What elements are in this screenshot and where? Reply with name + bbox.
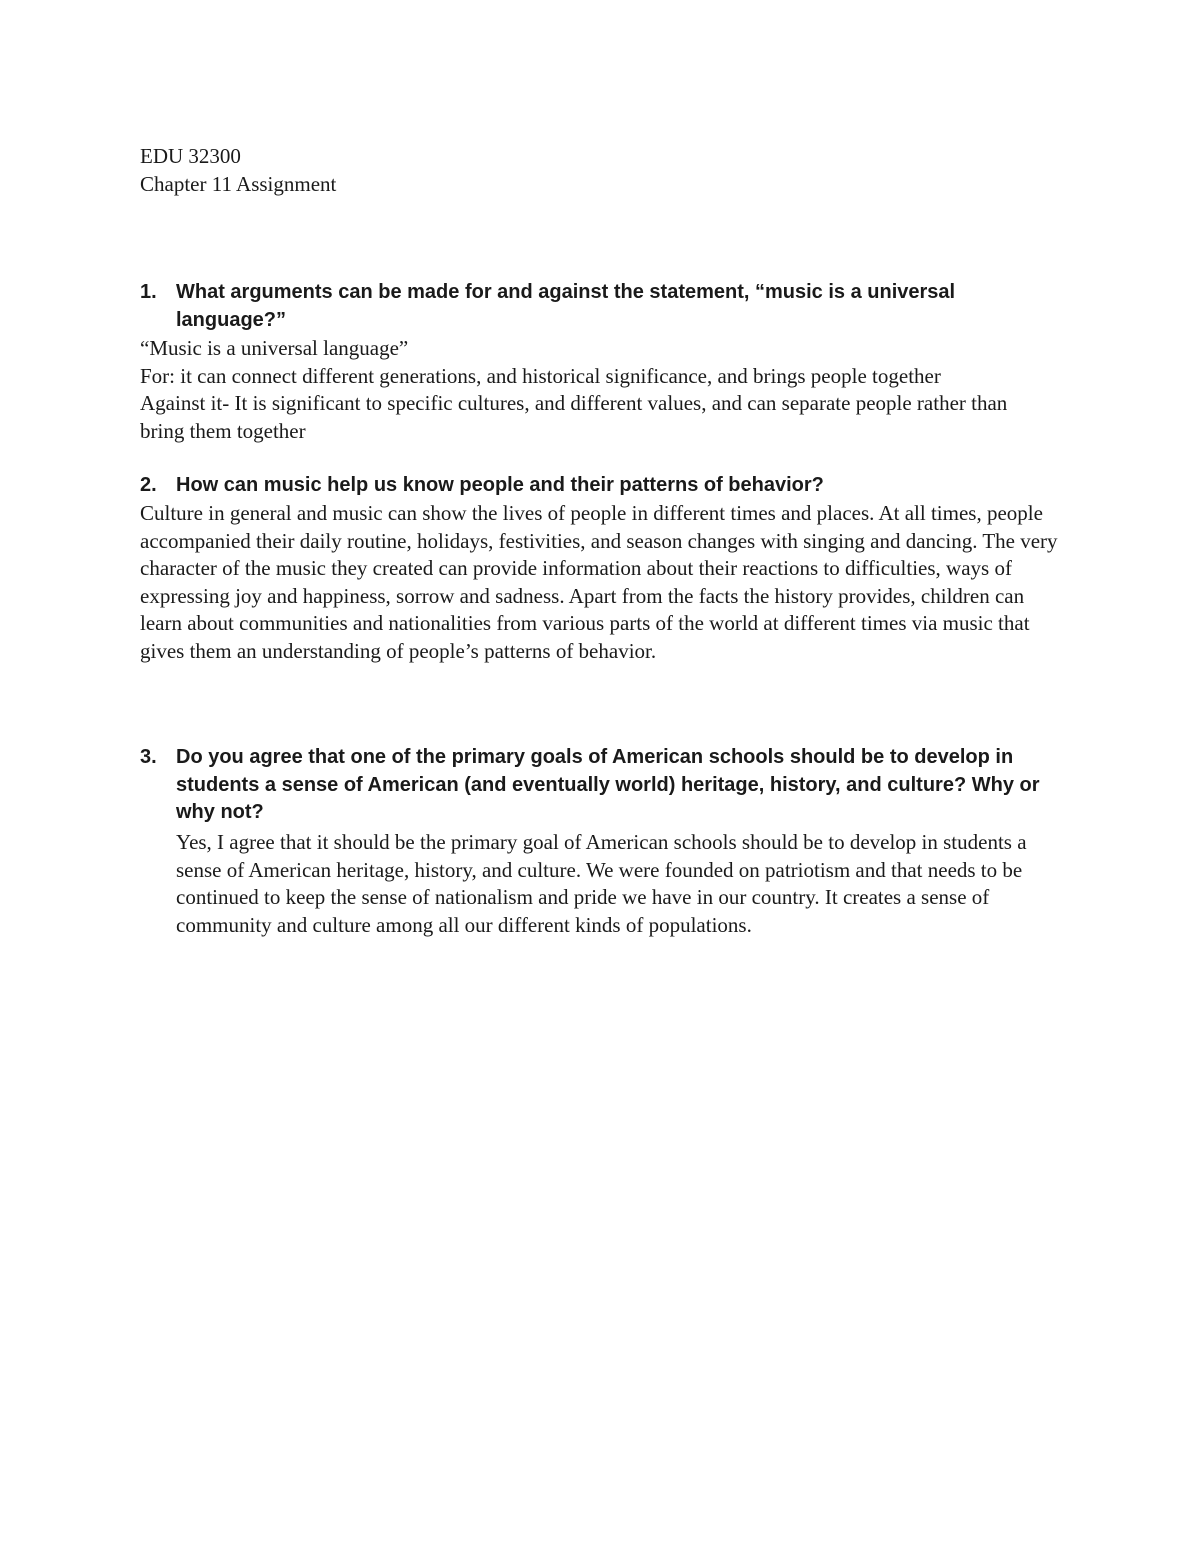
answer-line: Against it- It is significant to specific cultures, and different values, and can separate people rather than bring them together — [140, 391, 1008, 443]
answer-paragraph: Culture in general and music can show the lives of people in different times and places. At all times, people accompanied their daily routine, holidays, festivities, and season changes with singing and dancing. The very character of the music they created can provide information about their reactions to difficulties, ways of expressing joy and happiness, sorrow and sadness. Apart from the facts the history provides, children can learn about communities and nationalities from various parts of the world at different times via music that gives them an understanding of people’s patterns of behavior. — [140, 501, 1058, 663]
answer-line: For: it can connect different generations, and historical significance, and brings people together — [140, 363, 941, 388]
question-2 — [140, 472, 1066, 500]
answer-3 — [176, 829, 1061, 939]
document-header — [140, 143, 1060, 198]
question-number: 2. — [140, 474, 157, 496]
answer-line: “Music is a universal language” — [140, 336, 409, 360]
question-text: What arguments can be made for and against the statement, “music is a universal language?” — [176, 281, 956, 331]
answer-1 — [140, 335, 1060, 445]
answer-paragraph: Yes, I agree that it should be the primary goal of American schools should be to develop in students a sense of American heritage, history, and culture. We were founded on patriotism and that needs to be continued to keep the sense of nationalism and pride we have in our country. It creates a sense of community and culture among all our different kinds of populations. — [176, 830, 1027, 937]
question-text: Do you agree that one of the primary goals of American schools should be to develop in students a sense of American (and eventually world) heritage, history, and culture? Why or why not? — [176, 746, 1040, 823]
course-code: EDU 32300 — [140, 144, 241, 168]
question-3 — [140, 744, 1076, 827]
question-1 — [140, 279, 1066, 334]
question-text: How can music help us know people and their patterns of behavior? — [176, 474, 824, 496]
question-number: 1. — [140, 281, 157, 303]
answer-2 — [140, 500, 1065, 665]
assignment-title: Chapter 11 Assignment — [140, 171, 337, 196]
question-number: 3. — [140, 746, 157, 768]
